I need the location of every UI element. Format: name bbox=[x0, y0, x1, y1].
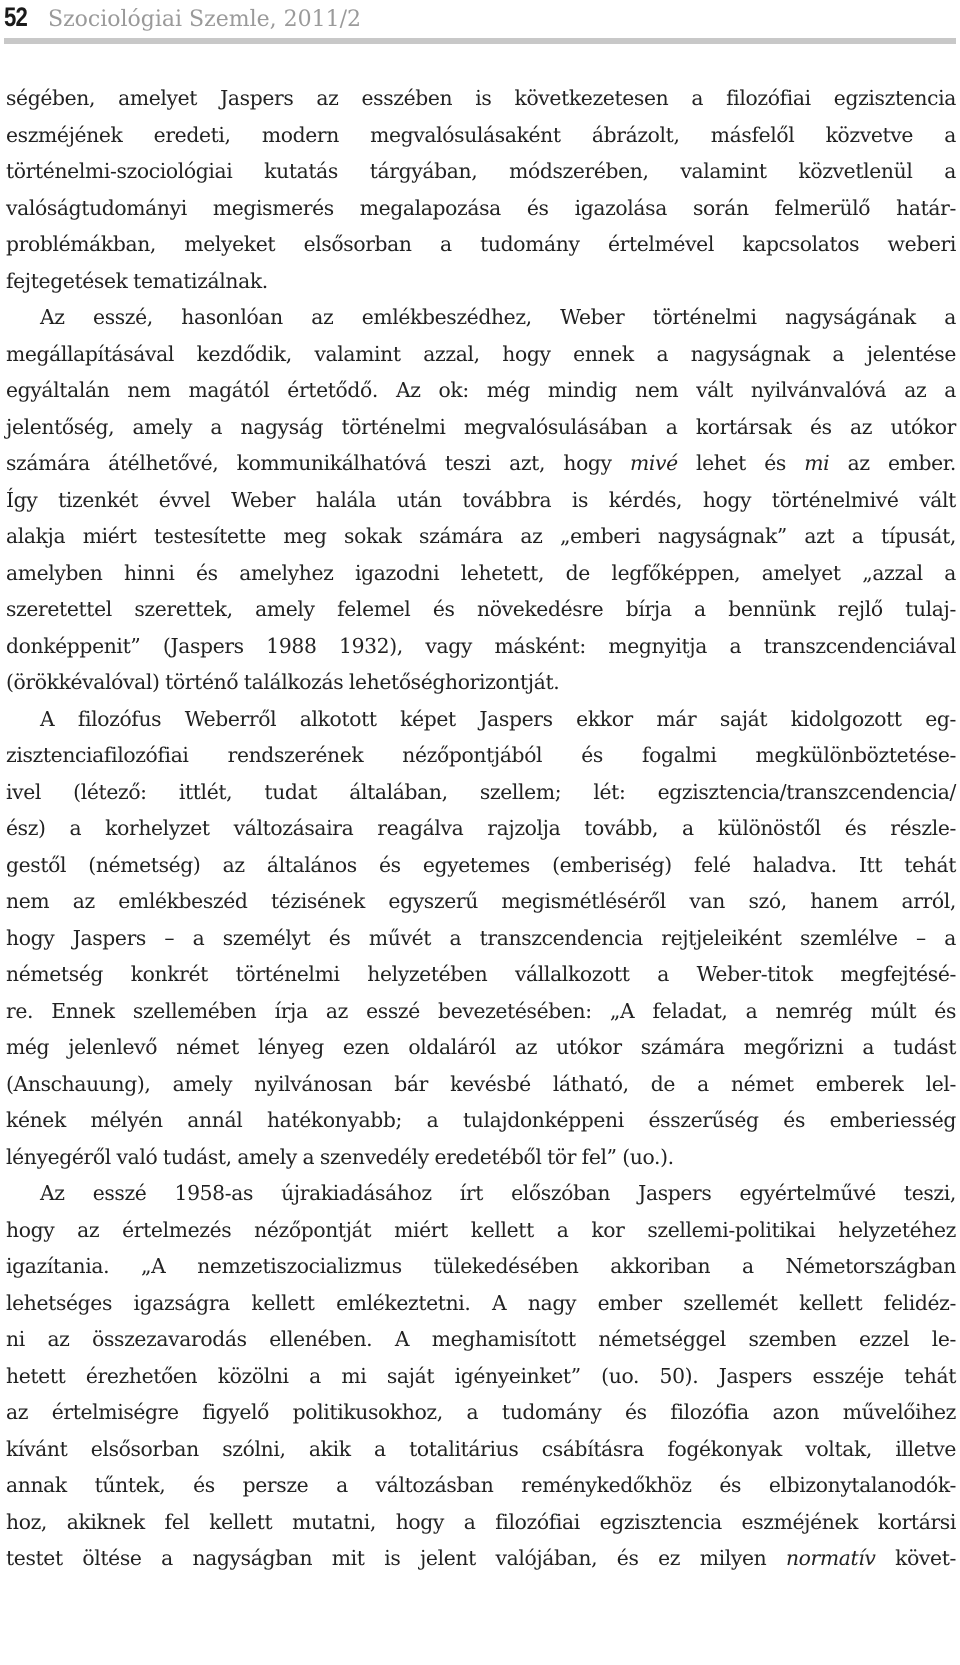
text-line: még jelenlevő német lényeg ezen oldaláról az utókor számára megőrizni a tudást bbox=[6, 1035, 956, 1059]
text-line: egyáltalán nem magától értetődő. Az ok: még mindig nem vált nyilvánvalóvá az a bbox=[6, 378, 956, 402]
text-line: donképpenit” (Jaspers 1988 1932), vagy másként: megnyitja a transzcendenciával bbox=[6, 633, 956, 658]
text-run: követ- bbox=[875, 1546, 956, 1570]
text-line: A filozófus Weberről alkotott képet Jaspers ekkor már saját kidolgozott eg- bbox=[40, 706, 956, 731]
text-run: az ember. bbox=[829, 451, 956, 475]
text-line: kének mélyén annál hatékonyabb; a tulajdonképpeni ésszerűség és emberiesség bbox=[6, 1108, 956, 1132]
text-line: lényegéről való tudást, amely a szenvedély eredetéből tör fel” (uo.). bbox=[6, 1144, 674, 1169]
text-line: az értelmiségre figyelő politikusokhoz, a tudomány és filozófia azon művelőihez bbox=[6, 1400, 956, 1424]
text-line: megállapításával kezdődik, valamint azzal, hogy ennek a nagyságnak a jelentése bbox=[6, 341, 956, 366]
text-line: Így tizenkét évvel Weber halála után továbbra is kérdés, hogy történelmivé vált bbox=[6, 487, 956, 512]
header-rule bbox=[4, 38, 956, 44]
text-line: gestől (németség) az általános és egyetemes (emberiség) felé haladva. Itt tehát bbox=[6, 852, 956, 877]
text-line: (örökkévalóval) történő találkozás lehetőséghorizontját. bbox=[6, 670, 560, 694]
text-line: valóságtudományi megismerés megalapozása és igazolása során felmerülő határ- bbox=[6, 195, 956, 220]
text-run: számára átélhetővé, kommunikálhatóvá teszi azt, hogy bbox=[6, 451, 630, 475]
text-line: jelentőség, amely a nagyság történelmi megvalósulásában a kortársak és az utókor bbox=[6, 414, 956, 439]
text-line: hoz, akiknek fel kellett mutatni, hogy a filozófiai egzisztencia eszméjének kortársi bbox=[6, 1509, 956, 1534]
text-line: szeretettel szerettek, amely felemel és növekedésre bírja a bennünk rejlő tulaj- bbox=[6, 597, 956, 621]
text-line: re. Ennek szellemében írja az esszé bevezetésében: „A feladat, a nemrég múlt és bbox=[6, 998, 956, 1023]
text-line: ni az összezavarodás ellenében. A meghamisított németséggel szemben ezzel le- bbox=[6, 1327, 956, 1351]
text-line: annak tűntek, és persze a változásban reménykedőkhöz és elbizonytalanodók- bbox=[6, 1473, 956, 1497]
body-text bbox=[6, 80, 956, 1577]
text-line: zisztenciafilozófiai rendszerének nézőpontjából és fogalmi megkülönböztetése- bbox=[6, 743, 956, 767]
text-line: németség konkrét történelmi helyzetében vállalkozott a Weber-titok megfejtésé- bbox=[6, 962, 956, 986]
text-line: lehetséges igazságra kellett emlékeztetni. A nagy ember szellemét kellett felidéz- bbox=[6, 1290, 956, 1315]
text-line: kívánt elsősorban szólni, akik a totalitárius csábításra fogékonyak voltak, illetve bbox=[6, 1436, 956, 1461]
text-line: hogy az értelmezés nézőpontját miért kellett a kor szellemi-politikai helyzetéhez bbox=[6, 1217, 956, 1242]
text-line: (Anschauung), amely nyilvánosan bár kevésbé látható, de a német emberek lel- bbox=[6, 1071, 956, 1096]
text-line: eszméjének eredeti, modern megvalósulásaként ábrázolt, másfelől közvetve a bbox=[6, 122, 956, 147]
text-run: lehet és bbox=[677, 451, 805, 475]
text-line: ész) a korhelyzet változásaira reagálva rajzolja tovább, a különöstől és részle- bbox=[6, 816, 956, 840]
italic-text: mivé bbox=[629, 451, 678, 475]
text-line: ségében, amelyet Jaspers az esszében is következetesen a filozófiai egzisztencia bbox=[6, 86, 956, 110]
text-line: alakja miért testesítette meg sokak számára az „emberi nagyságnak” azt a típusát, bbox=[6, 524, 956, 548]
text-line: ivel (létező: ittlét, tudat általában, szellem; lét: egzisztencia/transzcendencia/ bbox=[6, 779, 956, 804]
text-line: történelmi-szociológiai kutatás tárgyában, módszerében, valamint közvetlenül a bbox=[6, 159, 956, 183]
running-head bbox=[4, 2, 361, 36]
text-line: problémákban, melyeket elsősorban a tudomány értelmével kapcsolatos weberi bbox=[6, 232, 956, 256]
text-line bbox=[6, 445, 956, 482]
text-line: hogy Jaspers – a személyt és művét a transzcendencia rejtjeleiként szemlélve – a bbox=[6, 925, 956, 950]
italic-text: normatív bbox=[785, 1546, 876, 1570]
text-line: amelyben hinni és amelyhez igazodni lehetett, de legfőképpen, amelyet „azzal a bbox=[6, 560, 956, 585]
text-line: igazítania. „A nemzetiszocializmus tülekedésében akkoriban a Németországban bbox=[6, 1254, 956, 1278]
text-line bbox=[6, 1540, 956, 1577]
text-line: Az esszé, hasonlóan az emlékbeszédhez, Weber történelmi nagyságának a bbox=[40, 305, 956, 329]
text-run: testet öltése a nagyságban mit is jelent valójában, és ez milyen bbox=[6, 1546, 786, 1570]
italic-text: mi bbox=[804, 451, 830, 475]
text-line: fejtegetések tematizálnak. bbox=[6, 268, 268, 293]
journal-title: Szociológiai Szemle, 2011/2 bbox=[48, 7, 362, 32]
text-line: hetett érezhetően közölni a mi saját igényeinket” (uo. 50). Jaspers esszéje tehát bbox=[6, 1363, 956, 1388]
page-number: 52 bbox=[4, 2, 27, 32]
text-line: Az esszé 1958-as újrakiadásához írt előszóban Jaspers egyértelművé teszi, bbox=[40, 1181, 956, 1205]
text-line: nem az emlékbeszéd tézisének egyszerű megismétléséről van szó, hanem arról, bbox=[6, 889, 956, 913]
